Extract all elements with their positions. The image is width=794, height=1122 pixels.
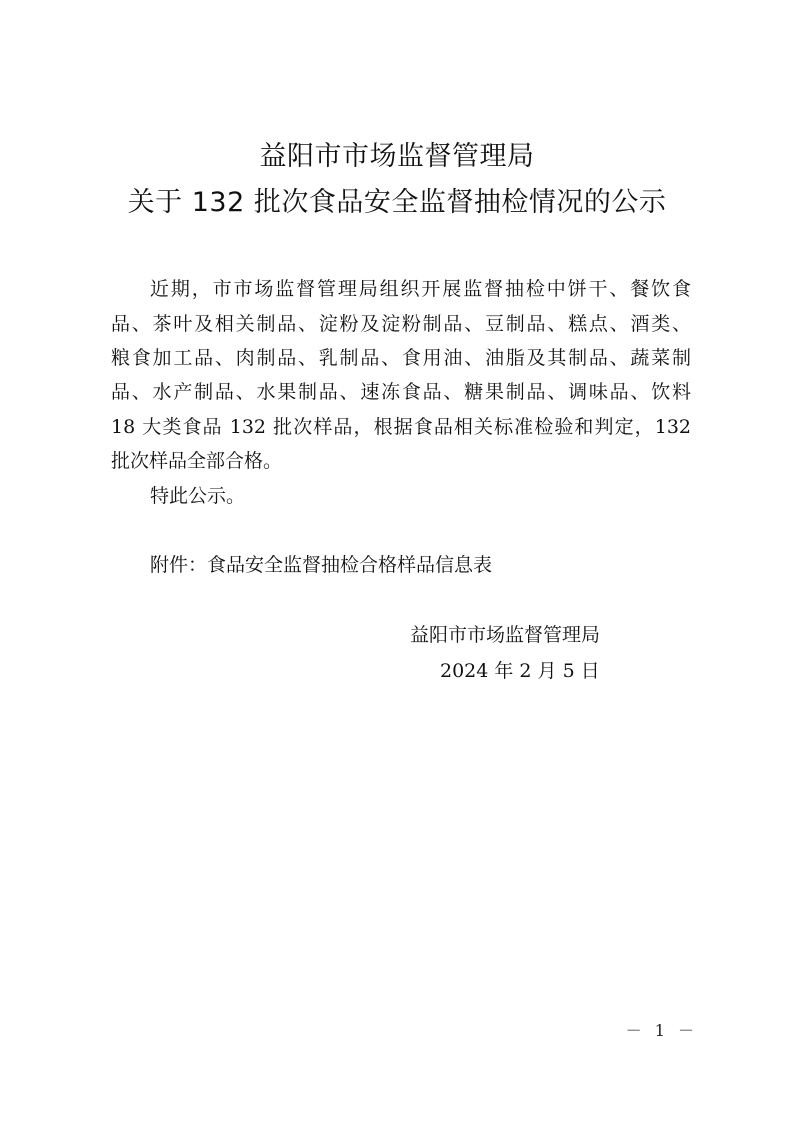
signature-date: 2024 年 2 月 5 日 xyxy=(440,660,600,682)
paragraph-line: 18 大类食品 132 批次样品，根据食品相关标准检验和判定，132 xyxy=(111,416,691,438)
document-title-line-1: 益阳市市场监督管理局 xyxy=(259,141,535,172)
paragraph-line: 粮食加工品、肉制品、乳制品、食用油、油脂及其制品、蔬菜制 xyxy=(111,347,691,369)
paragraph-line: 批次样品全部合格。 xyxy=(111,450,283,472)
document-title-line-2: 关于 132 批次食品安全监督抽检情况的公示 xyxy=(127,187,667,218)
signature-organization: 益阳市市场监督管理局 xyxy=(410,624,601,646)
paragraph-line: 品、水产制品、水果制品、速冻食品、糖果制品、调味品、饮料 xyxy=(111,381,691,403)
paragraph-line: 近期，市市场监督管理局组织开展监督抽检中饼干、餐饮食 xyxy=(150,278,691,300)
paragraph-line: 品、茶叶及相关制品、淀粉及淀粉制品、豆制品、糕点、酒类、 xyxy=(111,313,691,335)
page-number: － 1 － xyxy=(625,1021,698,1040)
attachment-note: 附件：食品安全监督抽检合格样品信息表 xyxy=(150,554,493,576)
closing-statement: 特此公示。 xyxy=(150,485,246,507)
